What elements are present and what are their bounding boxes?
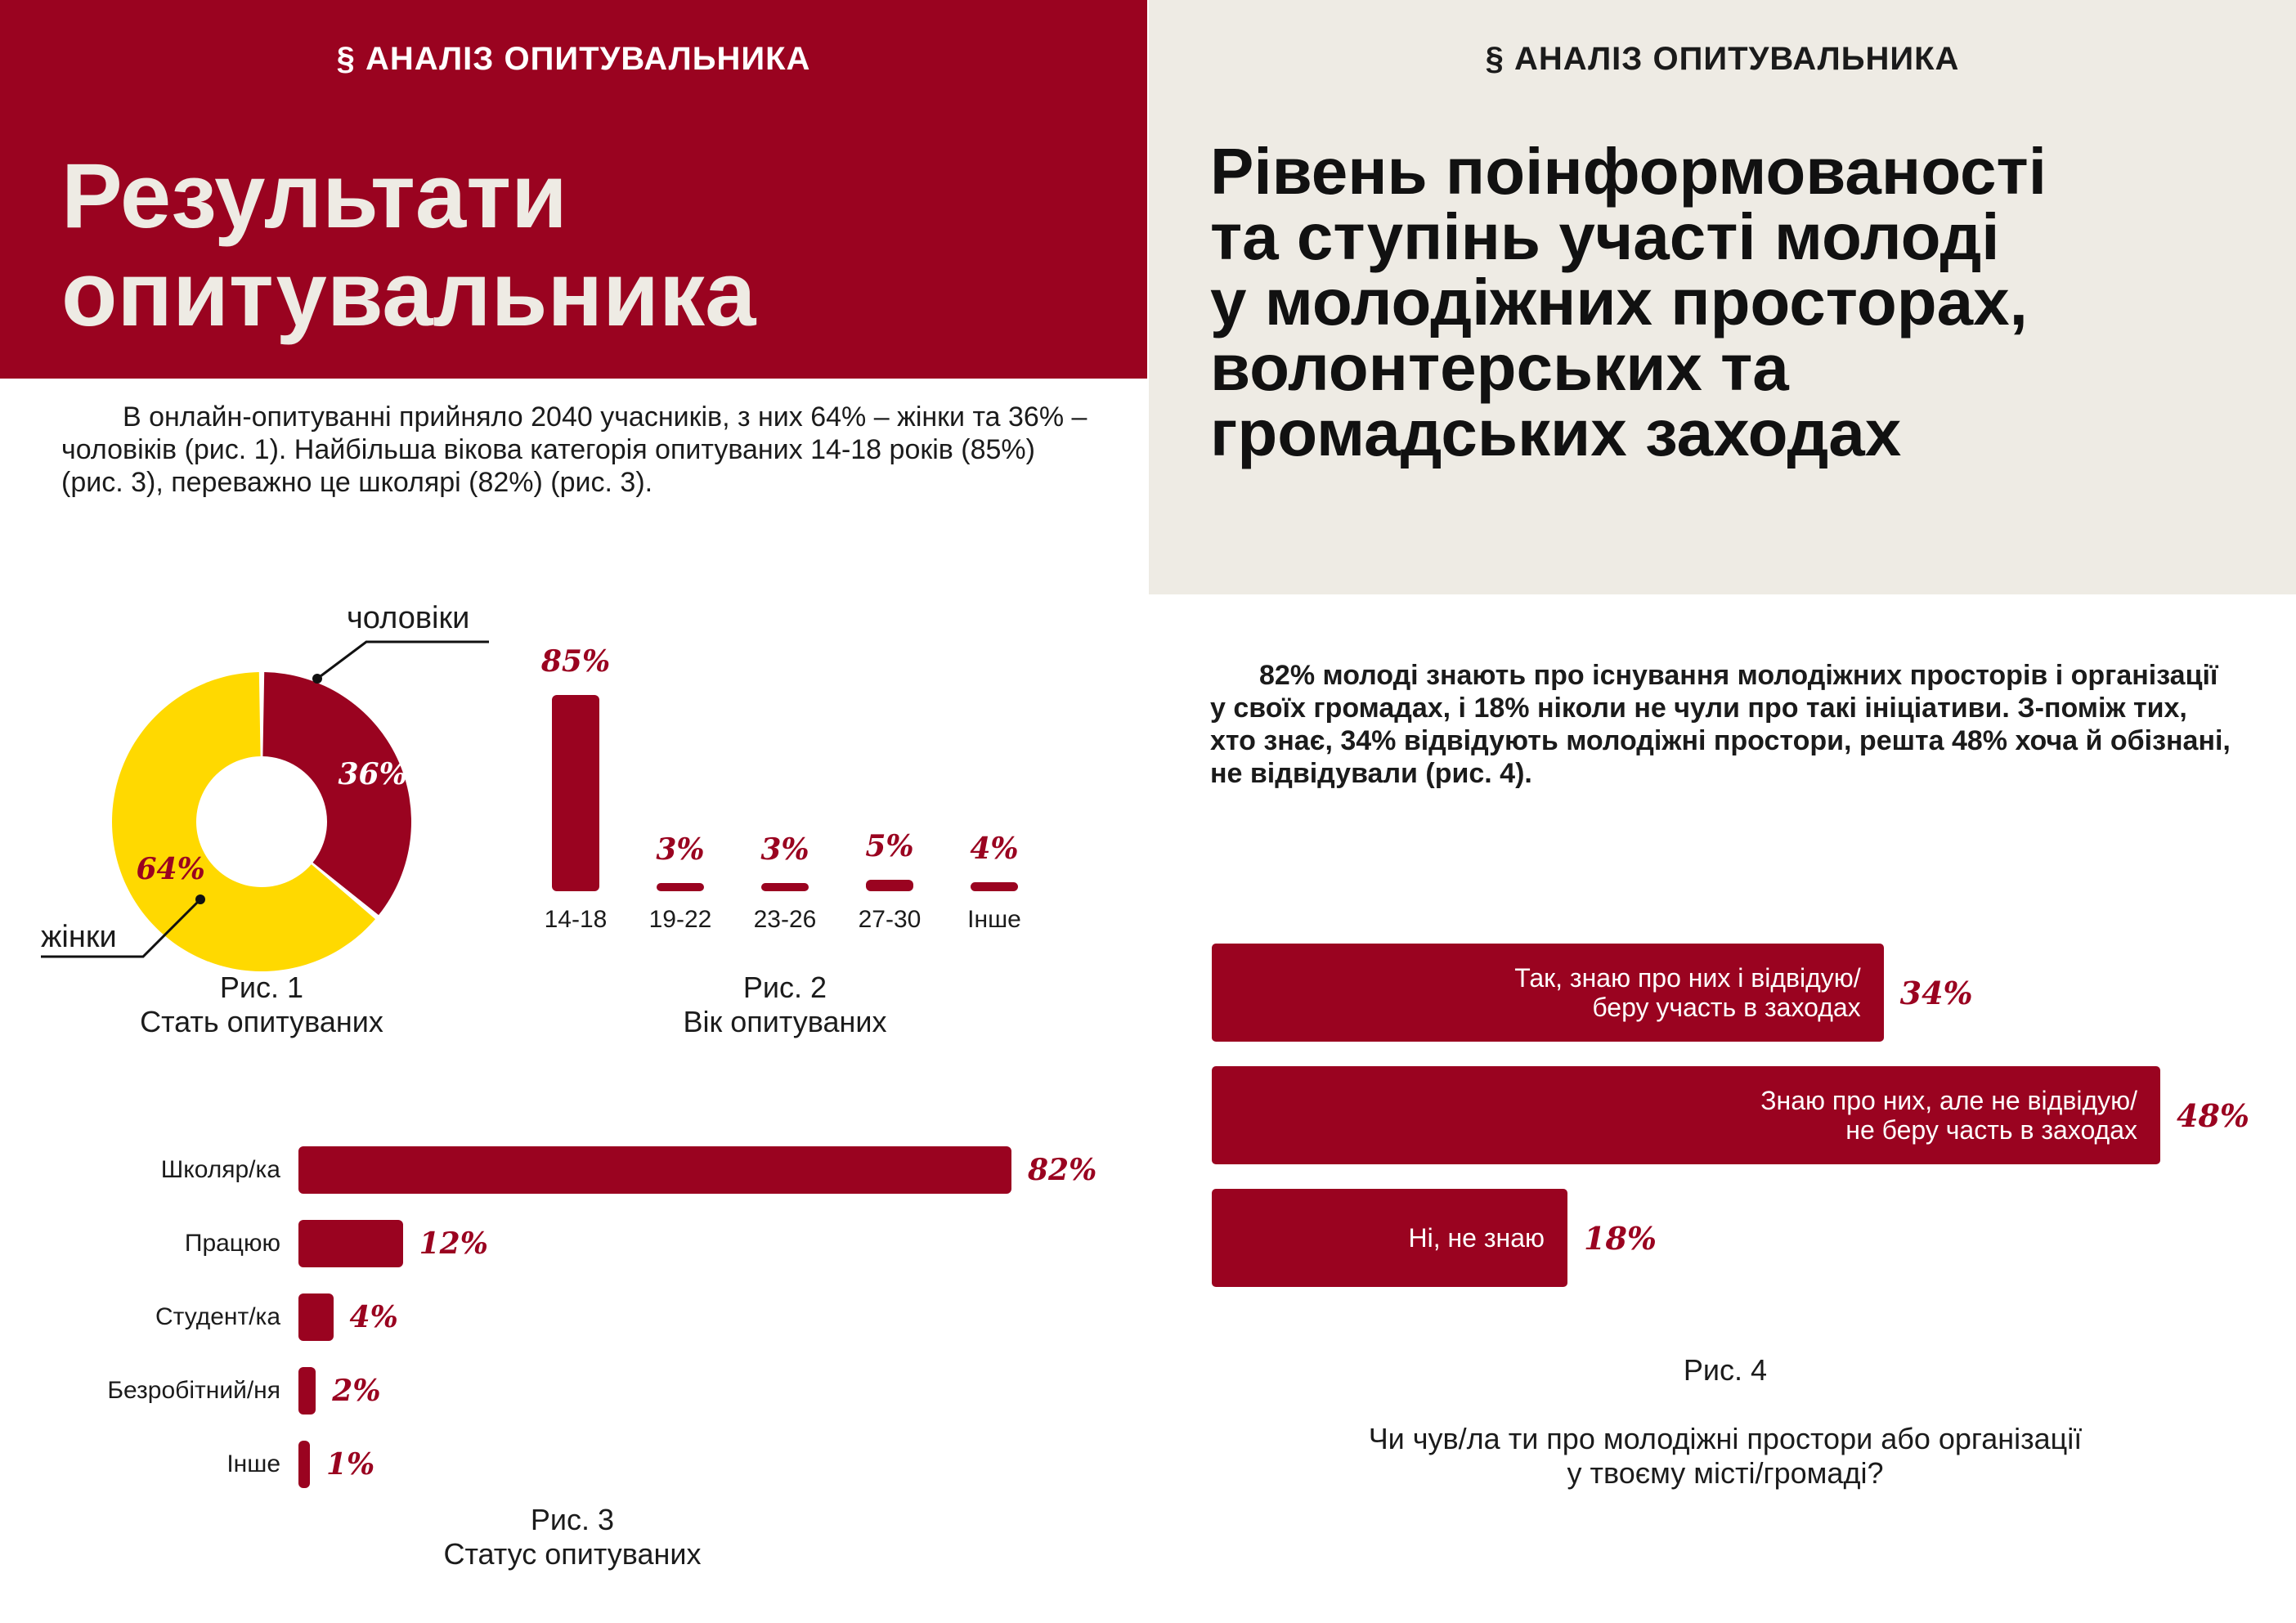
status-bar-chart	[33, 1128, 1128, 1504]
section-label: § АНАЛІЗ ОПИТУВАЛЬНИКА	[336, 41, 811, 77]
data-label: 85%	[540, 644, 611, 679]
figure-caption	[392, 1503, 752, 1571]
gender-donut-chart	[0, 597, 556, 981]
data-label: 4%	[349, 1300, 398, 1334]
legend-label: жінки	[41, 920, 117, 954]
tick-label: 27-30	[858, 906, 922, 933]
data-label: 3%	[656, 832, 705, 867]
bar	[298, 1293, 334, 1341]
bar	[866, 880, 913, 891]
category-label: Так, знаю про них і відвідую/ беру участь в заходах	[1514, 963, 1861, 1022]
caption-text: Вік опитуваних	[683, 1005, 887, 1038]
leader-line	[317, 642, 489, 679]
figure-caption	[605, 971, 965, 1039]
category-label: Ні, не знаю	[1408, 1223, 1545, 1253]
category-label: Школяр/ка	[160, 1156, 280, 1183]
data-label: 4%	[970, 831, 1019, 866]
figure-caption	[1210, 1319, 2240, 1525]
caption-number: Рис. 2	[742, 971, 827, 1004]
category-label: Безробітний/ня	[107, 1377, 280, 1404]
data-label: 82%	[1028, 1153, 1097, 1187]
page-title: Рівень поінформованості та ступінь участі молоді у молодіжних просторах, волонтерських та громадських заходах	[1210, 135, 2047, 469]
section-label: § АНАЛІЗ ОПИТУВАЛЬНИКА	[1485, 41, 1960, 77]
category-label: Інше	[226, 1450, 280, 1477]
data-label: 1%	[326, 1447, 375, 1482]
bar	[298, 1441, 310, 1488]
bar	[657, 883, 704, 891]
age-bar-chart	[523, 630, 1047, 948]
page-title: Результати опитувальника	[61, 145, 756, 345]
left-header	[0, 0, 1147, 379]
bar	[971, 882, 1018, 891]
bar	[298, 1367, 316, 1415]
data-label: 3%	[760, 832, 809, 867]
bar	[1212, 944, 1884, 1042]
caption-number: Рис. 3	[530, 1503, 615, 1536]
bar	[552, 695, 599, 891]
category-label: Студент/ка	[155, 1303, 280, 1330]
data-label: 34%	[1899, 975, 1973, 1011]
bar	[761, 883, 809, 891]
data-label: 5%	[865, 828, 914, 863]
data-label: 36%	[338, 756, 407, 791]
tick-label: Інше	[967, 906, 1021, 933]
category-label: Працюю	[184, 1230, 280, 1257]
right-header	[1149, 0, 2296, 594]
caption-text: Стать опитуваних	[140, 1005, 383, 1038]
pie-slice-men	[262, 672, 411, 915]
caption-text: Статус опитуваних	[443, 1537, 702, 1571]
awareness-bar-chart	[1212, 940, 2275, 1292]
data-label: 12%	[419, 1226, 488, 1261]
data-label: 18%	[1584, 1220, 1657, 1257]
caption-text: Чи чув/ла ти про молодіжні простори або організації у твоєму місті/громаді?	[1368, 1422, 2083, 1490]
legend-label: чоловіки	[347, 601, 470, 635]
caption-number: Рис. 1	[219, 971, 304, 1004]
bar	[1212, 1066, 2160, 1164]
data-label: 2%	[332, 1374, 381, 1408]
intro-paragraph: В онлайн-опитуванні прийняло 2040 учасників, з них 64% – жінки та 36% – чоловіків (рис. 1). Найбільша вікова категорія опитуваних 14-18 років (85%) (рис. 3), переважно це школярі (82%) (рис. 3).	[61, 401, 1087, 498]
tick-label: 23-26	[753, 906, 817, 933]
tick-label: 19-22	[648, 906, 712, 933]
bar	[1212, 1189, 1567, 1287]
figure-caption	[82, 971, 442, 1039]
caption-number: Рис. 4	[1683, 1353, 1768, 1387]
category-label: Знаю про них, але не відвідую/ не беру часть в заходах	[1760, 1086, 2137, 1145]
tick-label: 14-18	[544, 906, 608, 933]
data-label: 48%	[2177, 1097, 2249, 1134]
data-label: 64%	[136, 852, 205, 887]
bar	[298, 1146, 1011, 1194]
intro-paragraph: 82% молоді знають про існування молодіжних просторів і організації у своїх громадах, і 18% ніколи не чули про такі ініціативи. З-поміж тих, хто знає, 34% відвідують молодіжні простори, решта 48% хоча й обізнані, не відвідували (рис. 4).	[1210, 660, 2231, 789]
bar	[298, 1220, 403, 1267]
